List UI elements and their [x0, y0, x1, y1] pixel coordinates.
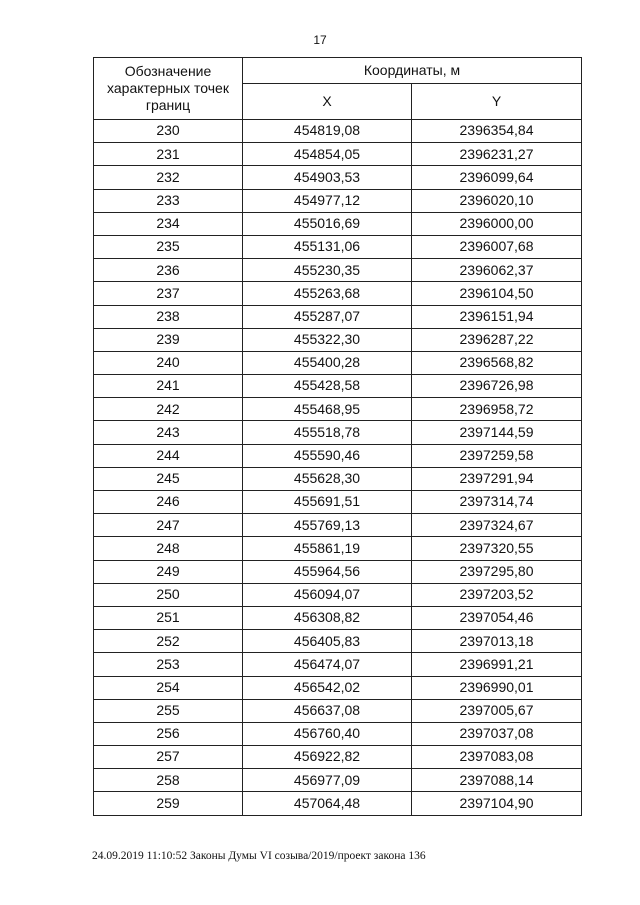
- x-coordinate-cell: 455131,06: [243, 235, 412, 258]
- y-coordinate-cell: 2397203,52: [412, 583, 582, 606]
- x-coordinate-cell: 457064,48: [243, 792, 412, 815]
- page-number: 17: [313, 33, 327, 47]
- point-id-cell: 241: [94, 375, 243, 398]
- table-row: [94, 676, 582, 699]
- point-id-cell: 234: [94, 212, 243, 235]
- y-coordinate-cell: 2396568,82: [412, 351, 582, 374]
- point-id-cell: 252: [94, 630, 243, 653]
- table-row: [94, 722, 582, 745]
- x-coordinate-cell: 456474,07: [243, 653, 412, 676]
- table-row: [94, 328, 582, 351]
- point-id-cell: 258: [94, 769, 243, 792]
- x-coordinate-cell: 455322,30: [243, 328, 412, 351]
- x-coordinate-cell: 455590,46: [243, 444, 412, 467]
- table-row: [94, 143, 582, 166]
- x-coordinate-cell: 456308,82: [243, 606, 412, 629]
- x-coordinate-cell: 456405,83: [243, 630, 412, 653]
- table-row: [94, 212, 582, 235]
- x-coordinate-cell: 455428,58: [243, 375, 412, 398]
- y-coordinate-cell: 2396726,98: [412, 375, 582, 398]
- table-row: [94, 583, 582, 606]
- y-coordinate-cell: 2397144,59: [412, 421, 582, 444]
- y-coordinate-cell: 2396958,72: [412, 398, 582, 421]
- x-coordinate-cell: 456977,09: [243, 769, 412, 792]
- point-id-cell: 257: [94, 746, 243, 769]
- y-coordinate-cell: 2397083,08: [412, 746, 582, 769]
- table-row: [94, 653, 582, 676]
- point-id-cell: 245: [94, 467, 243, 490]
- x-coordinate-cell: 454854,05: [243, 143, 412, 166]
- table-row: [94, 120, 582, 143]
- coords-header: Координаты, м: [243, 58, 582, 84]
- point-id-cell: 251: [94, 606, 243, 629]
- y-coordinate-cell: 2397259,58: [412, 444, 582, 467]
- table-row: [94, 375, 582, 398]
- y-header: Y: [412, 84, 582, 120]
- table-row: [94, 421, 582, 444]
- y-coordinate-cell: 2396020,10: [412, 189, 582, 212]
- x-coordinate-cell: 455468,95: [243, 398, 412, 421]
- x-coordinate-cell: 454977,12: [243, 189, 412, 212]
- y-coordinate-cell: 2397314,74: [412, 491, 582, 514]
- y-coordinate-cell: 2396991,21: [412, 653, 582, 676]
- y-coordinate-cell: 2396231,27: [412, 143, 582, 166]
- x-coordinate-cell: 456922,82: [243, 746, 412, 769]
- point-id-cell: 254: [94, 676, 243, 699]
- table-row: [94, 166, 582, 189]
- y-coordinate-cell: 2397037,08: [412, 722, 582, 745]
- point-id-cell: 249: [94, 560, 243, 583]
- y-coordinate-cell: 2396000,00: [412, 212, 582, 235]
- table-row: [94, 189, 582, 212]
- x-coordinate-cell: 455964,56: [243, 560, 412, 583]
- y-coordinate-cell: 2397320,55: [412, 537, 582, 560]
- point-id-cell: 248: [94, 537, 243, 560]
- table-row: [94, 491, 582, 514]
- point-id-cell: 259: [94, 792, 243, 815]
- y-coordinate-cell: 2396007,68: [412, 235, 582, 258]
- point-id-cell: 247: [94, 514, 243, 537]
- point-id-cell: 236: [94, 259, 243, 282]
- y-coordinate-cell: 2397013,18: [412, 630, 582, 653]
- y-coordinate-cell: 2396287,22: [412, 328, 582, 351]
- point-id-cell: 231: [94, 143, 243, 166]
- coordinates-table: [93, 57, 582, 816]
- x-coordinate-cell: 456637,08: [243, 699, 412, 722]
- footer-stamp: 24.09.2019 11:10:52 Законы Думы VI созыва/2019/проект закона 136: [92, 850, 426, 862]
- table-row: [94, 305, 582, 328]
- y-coordinate-cell: 2396151,94: [412, 305, 582, 328]
- point-id-cell: 238: [94, 305, 243, 328]
- y-coordinate-cell: 2396099,64: [412, 166, 582, 189]
- table-row: [94, 792, 582, 815]
- point-id-cell: 237: [94, 282, 243, 305]
- y-coordinate-cell: 2397088,14: [412, 769, 582, 792]
- x-coordinate-cell: 454819,08: [243, 120, 412, 143]
- table-row: [94, 282, 582, 305]
- x-coordinate-cell: 454903,53: [243, 166, 412, 189]
- x-coordinate-cell: 455628,30: [243, 467, 412, 490]
- point-id-cell: 233: [94, 189, 243, 212]
- table-row: [94, 537, 582, 560]
- point-label-header: Обозначение характерных точек границ: [94, 58, 243, 120]
- y-coordinate-cell: 2396104,50: [412, 282, 582, 305]
- x-coordinate-cell: 455016,69: [243, 212, 412, 235]
- x-coordinate-cell: 455518,78: [243, 421, 412, 444]
- y-coordinate-cell: 2397104,90: [412, 792, 582, 815]
- table-row: [94, 630, 582, 653]
- y-coordinate-cell: 2397295,80: [412, 560, 582, 583]
- y-coordinate-cell: 2397291,94: [412, 467, 582, 490]
- point-id-cell: 239: [94, 328, 243, 351]
- table-row: [94, 514, 582, 537]
- y-coordinate-cell: 2397054,46: [412, 606, 582, 629]
- x-coordinate-cell: 455769,13: [243, 514, 412, 537]
- x-coordinate-cell: 455287,07: [243, 305, 412, 328]
- x-coordinate-cell: 455861,19: [243, 537, 412, 560]
- table-row: [94, 351, 582, 374]
- point-id-cell: 240: [94, 351, 243, 374]
- point-id-cell: 230: [94, 120, 243, 143]
- y-coordinate-cell: 2396354,84: [412, 120, 582, 143]
- point-id-cell: 246: [94, 491, 243, 514]
- point-id-cell: 255: [94, 699, 243, 722]
- table-row: [94, 235, 582, 258]
- x-coordinate-cell: 455691,51: [243, 491, 412, 514]
- x-coordinate-cell: 455230,35: [243, 259, 412, 282]
- table-row: [94, 606, 582, 629]
- x-coordinate-cell: 455263,68: [243, 282, 412, 305]
- point-id-cell: 250: [94, 583, 243, 606]
- table-row: [94, 699, 582, 722]
- point-id-cell: 242: [94, 398, 243, 421]
- point-id-cell: 235: [94, 235, 243, 258]
- table-row: [94, 467, 582, 490]
- table-row: [94, 560, 582, 583]
- x-coordinate-cell: 456760,40: [243, 722, 412, 745]
- point-id-cell: 243: [94, 421, 243, 444]
- y-coordinate-cell: 2397005,67: [412, 699, 582, 722]
- table-row: [94, 444, 582, 467]
- table-row: [94, 746, 582, 769]
- point-id-cell: 232: [94, 166, 243, 189]
- point-id-cell: 244: [94, 444, 243, 467]
- table-row: [94, 769, 582, 792]
- y-coordinate-cell: 2396990,01: [412, 676, 582, 699]
- y-coordinate-cell: 2397324,67: [412, 514, 582, 537]
- x-coordinate-cell: 455400,28: [243, 351, 412, 374]
- point-id-cell: 256: [94, 722, 243, 745]
- table-row: [94, 259, 582, 282]
- y-coordinate-cell: 2396062,37: [412, 259, 582, 282]
- x-coordinate-cell: 456542,02: [243, 676, 412, 699]
- table-row: [94, 398, 582, 421]
- point-id-cell: 253: [94, 653, 243, 676]
- x-header: X: [243, 84, 412, 120]
- x-coordinate-cell: 456094,07: [243, 583, 412, 606]
